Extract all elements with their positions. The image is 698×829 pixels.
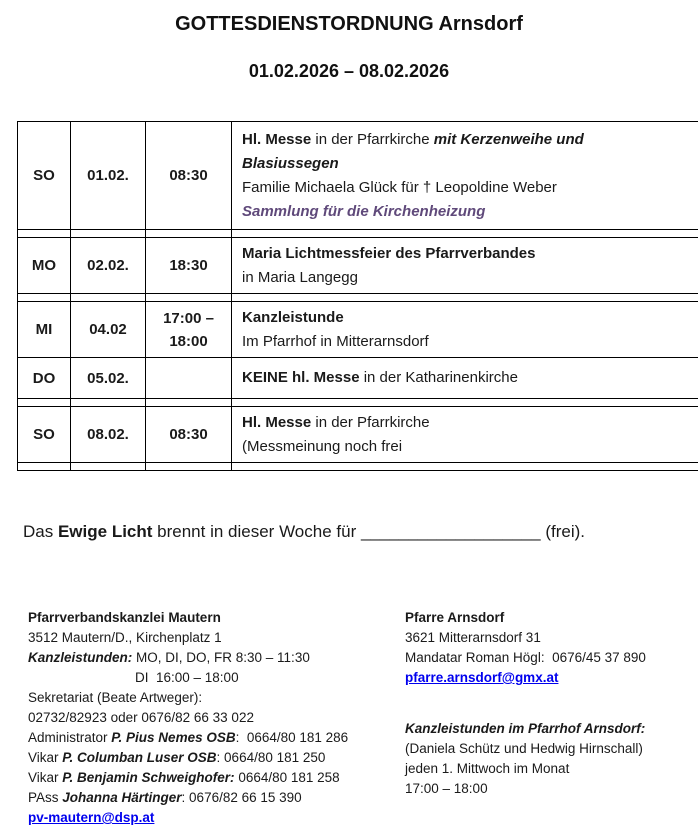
phone-number: : 0664/80 181 250 (216, 750, 326, 765)
event-title: Hl. Messe (242, 130, 312, 148)
parish-name: Pfarre Arnsdorf (405, 610, 505, 625)
parish-hours-title: Kanzleistunden im Pfarrhof Arnsdorf: (405, 721, 646, 736)
date-cell: 08.02. (71, 407, 146, 463)
event-line (242, 435, 698, 459)
ewige-prefix: Das (23, 522, 58, 541)
email-link[interactable]: pfarre.arnsdorf@gmx.at (405, 670, 559, 685)
role-label: Administrator (28, 730, 112, 745)
email-line (28, 808, 405, 828)
secretariat-line: Sekretariat (Beate Artweger): (28, 690, 203, 705)
event-emphasis: mit Kerzenweihe und (433, 130, 584, 148)
table-row (18, 122, 698, 230)
person-name: P. Columban Luser OSB (62, 750, 217, 765)
ewige-bold: Ewige Licht (57, 522, 153, 541)
table-row (18, 238, 698, 294)
day-cell: MO (18, 238, 71, 294)
administrator-line (28, 728, 405, 748)
role-label: PAss (28, 790, 63, 805)
day-cell: SO (18, 407, 71, 463)
table-row (18, 407, 698, 463)
office-name: Pfarrverbandskanzlei Mautern (28, 610, 221, 625)
ewige-licht-line (23, 522, 698, 542)
ewige-suffix: (frei). (540, 522, 585, 541)
date-range: 01.02.2026 – 08.02.2026 (248, 61, 450, 81)
parish-hours-people: (Daniela Schütz und Hedwig Hirnschall) (405, 741, 643, 756)
date-cell: 01.02. (71, 122, 146, 230)
event-text: in Maria Langegg (242, 268, 358, 286)
date-cell: 02.02. (71, 238, 146, 294)
pass-line (28, 788, 405, 808)
secretariat-phone: 02732/82923 oder 0676/82 66 33 022 (28, 710, 254, 725)
phone-number: : 0664/80 181 286 (235, 730, 349, 745)
event-text: in der Pfarrkirche (311, 413, 430, 431)
time-cell: 18:30 (146, 238, 232, 294)
person-name: P. Benjamin Schweighofer: (62, 770, 235, 785)
ewige-middle: brennt in dieser Woche für (152, 522, 361, 541)
event-line (242, 330, 698, 354)
day-cell: MI (18, 302, 71, 358)
role-label: Vikar (28, 750, 63, 765)
office-hours-label: Kanzleistunden: (28, 650, 133, 665)
event-emphasis: Blasiussegen (242, 154, 339, 172)
vikar-line (28, 748, 405, 768)
event-line (242, 366, 698, 390)
collection-note: Sammlung für die Kirchenheizung (242, 202, 486, 220)
event-line (242, 411, 698, 435)
event-line (242, 266, 698, 290)
spacer-row (18, 463, 698, 471)
event-line (242, 306, 698, 330)
person-name: Johanna Härtinger (62, 790, 182, 805)
mandatar-line: Mandatar Roman Högl: 0676/45 37 890 (405, 650, 646, 665)
spacer-row (18, 294, 698, 302)
event-line (242, 176, 698, 200)
event-line (242, 242, 698, 266)
time-range-end: 18:00 (169, 332, 208, 350)
time-cell (146, 302, 232, 358)
event-title: Hl. Messe (242, 413, 312, 431)
event-text: in der Katharinenkirche (359, 369, 518, 386)
spacer-row (18, 230, 698, 238)
person-name: P. Pius Nemes OSB (111, 730, 236, 745)
office-address: 3512 Mautern/D., Kirchenplatz 1 (28, 630, 222, 645)
footer-left-column (28, 608, 405, 828)
footer (28, 608, 698, 828)
event-line (242, 128, 698, 176)
event-cell (232, 238, 698, 294)
parish-hours-when: jeden 1. Mittwoch im Monat (405, 761, 570, 776)
table-row (18, 302, 698, 358)
email-link[interactable]: pv-mautern@dsp.at (28, 810, 155, 825)
intention-text: Familie Michaela Glück für † Leopoldine Weber (242, 178, 557, 196)
event-text: (Messmeinung noch frei (242, 437, 403, 455)
office-hours-value: MO, DI, DO, FR 8:30 – 11:30 (132, 650, 310, 665)
vikar-line (28, 768, 405, 788)
time-range-start: 17:00 – (163, 309, 214, 327)
spacer-row (18, 399, 698, 407)
page-title: GOTTESDIENSTORDNUNG Arnsdorf (175, 13, 523, 35)
time-cell (146, 358, 232, 399)
parish-hours-time: 17:00 – 18:00 (405, 781, 488, 796)
schedule-table (17, 121, 698, 471)
event-cell (232, 122, 698, 230)
event-title: Kanzleistunde (242, 308, 344, 326)
office-hours-line2: DI 16:00 – 18:00 (135, 670, 239, 685)
email-line (405, 668, 685, 688)
event-text: Im Pfarrhof in Mitterarnsdorf (242, 332, 429, 350)
event-text: in der Pfarrkirche (311, 130, 434, 148)
event-title: Maria Lichtmessfeier des Pfarrverbandes (242, 244, 536, 262)
day-cell: DO (18, 358, 71, 399)
phone-number: : 0676/82 66 15 390 (181, 790, 302, 805)
event-title: KEINE hl. Messe (242, 369, 360, 386)
office-hours (28, 648, 405, 668)
fill-in-blank: ___________________ (360, 522, 541, 541)
day-cell: SO (18, 122, 71, 230)
role-label: Vikar (28, 770, 63, 785)
date-cell: 05.02. (71, 358, 146, 399)
date-cell: 04.02 (71, 302, 146, 358)
event-cell (232, 407, 698, 463)
parish-address: 3621 Mitterarnsdorf 31 (405, 630, 541, 645)
time-cell: 08:30 (146, 122, 232, 230)
table-row (18, 358, 698, 399)
event-cell (232, 302, 698, 358)
phone-number: 0664/80 181 258 (234, 770, 340, 785)
event-cell (232, 358, 698, 399)
time-cell: 08:30 (146, 407, 232, 463)
event-line (242, 200, 698, 224)
footer-right-column (405, 608, 685, 828)
